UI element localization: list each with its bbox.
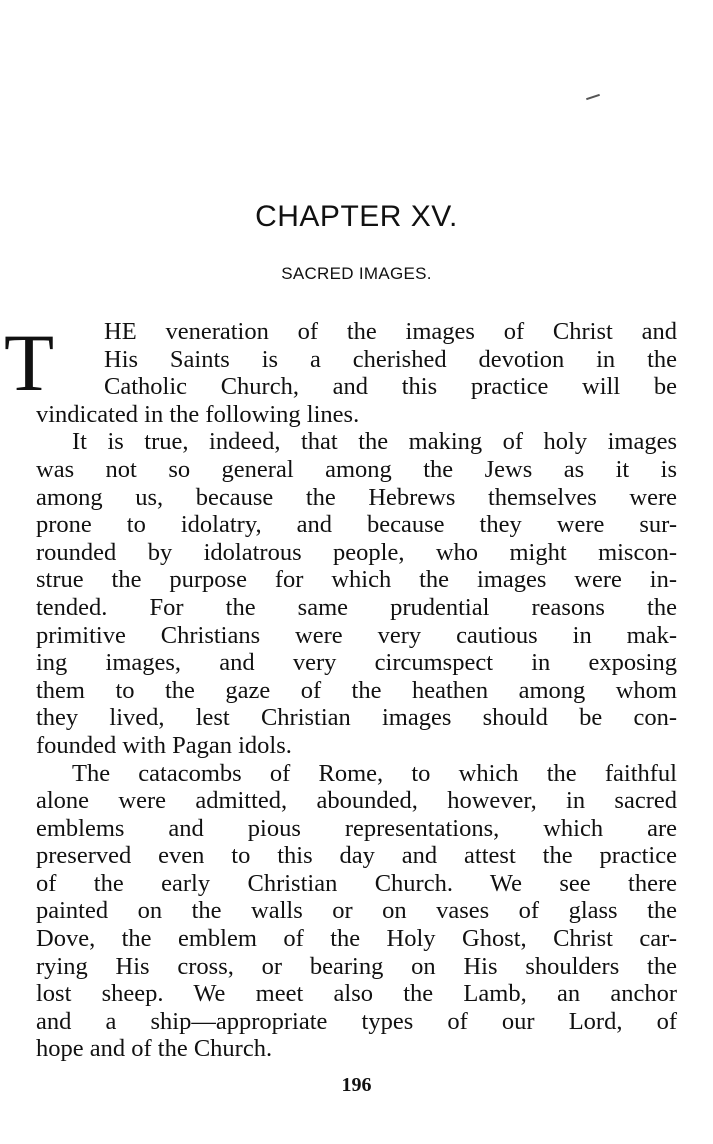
text-line: of the early Christian Church. We see there [36, 869, 677, 897]
text-line: The catacombs of Rome, to which the faithful [72, 759, 677, 787]
text-line: was not so general among the Jews as it is [36, 455, 677, 483]
text-line: rounded by idolatrous people, who might miscon- [36, 538, 677, 566]
text-line: emblems and pious representations, which are [36, 814, 677, 842]
text-line: lost sheep. We meet also the Lamb, an anchor [36, 980, 677, 1008]
text-line: It is true, indeed, that the making of holy images [72, 428, 677, 456]
text-line: hope and of the Church. [36, 1035, 273, 1063]
chapter-title: CHAPTER XV. [255, 200, 458, 233]
text-line: strue the purpose for which the images were in- [36, 566, 677, 594]
chapter-subtitle: SACRED IMAGES. [281, 264, 432, 283]
text-line: His Saints is a cherished devotion in the [104, 345, 677, 373]
text-line: ing images, and very circumspect in exposing [36, 649, 677, 677]
text-line: painted on the walls or on vases of glass the [36, 897, 677, 925]
text-line: HE veneration of the images of Christ and [104, 318, 677, 345]
text-line: alone were admitted, abounded, however, in sacred [36, 787, 677, 815]
print-speck [586, 94, 600, 100]
text-line: among us, because the Hebrews themselves were [36, 483, 677, 511]
text-line: prone to idolatry, and because they were sur- [36, 511, 677, 539]
text-line: primitive Christians were very cautious in mak- [36, 621, 677, 649]
drop-cap: T [4, 317, 55, 408]
text-line: Catholic Church, and this practice will be [104, 373, 677, 401]
text-line: vindicated in the following lines. [36, 400, 360, 428]
text-line: them to the gaze of the heathen among whom [36, 676, 677, 704]
text-line: and a ship—appropriate types of our Lord, of [36, 1007, 677, 1035]
body-text [36, 318, 677, 1063]
text-line: they lived, lest Christian images should be con- [36, 704, 677, 732]
text-line: tended. For the same prudential reasons the [36, 593, 677, 621]
text-line: rying His cross, or bearing on His shoulders the [36, 952, 677, 980]
page-number: 196 [341, 1074, 372, 1096]
text-line: founded with Pagan idols. [36, 731, 292, 759]
text-line: Dove, the emblem of the Holy Ghost, Christ car- [36, 925, 677, 953]
text-line: preserved even to this day and attest the practice [36, 842, 677, 870]
